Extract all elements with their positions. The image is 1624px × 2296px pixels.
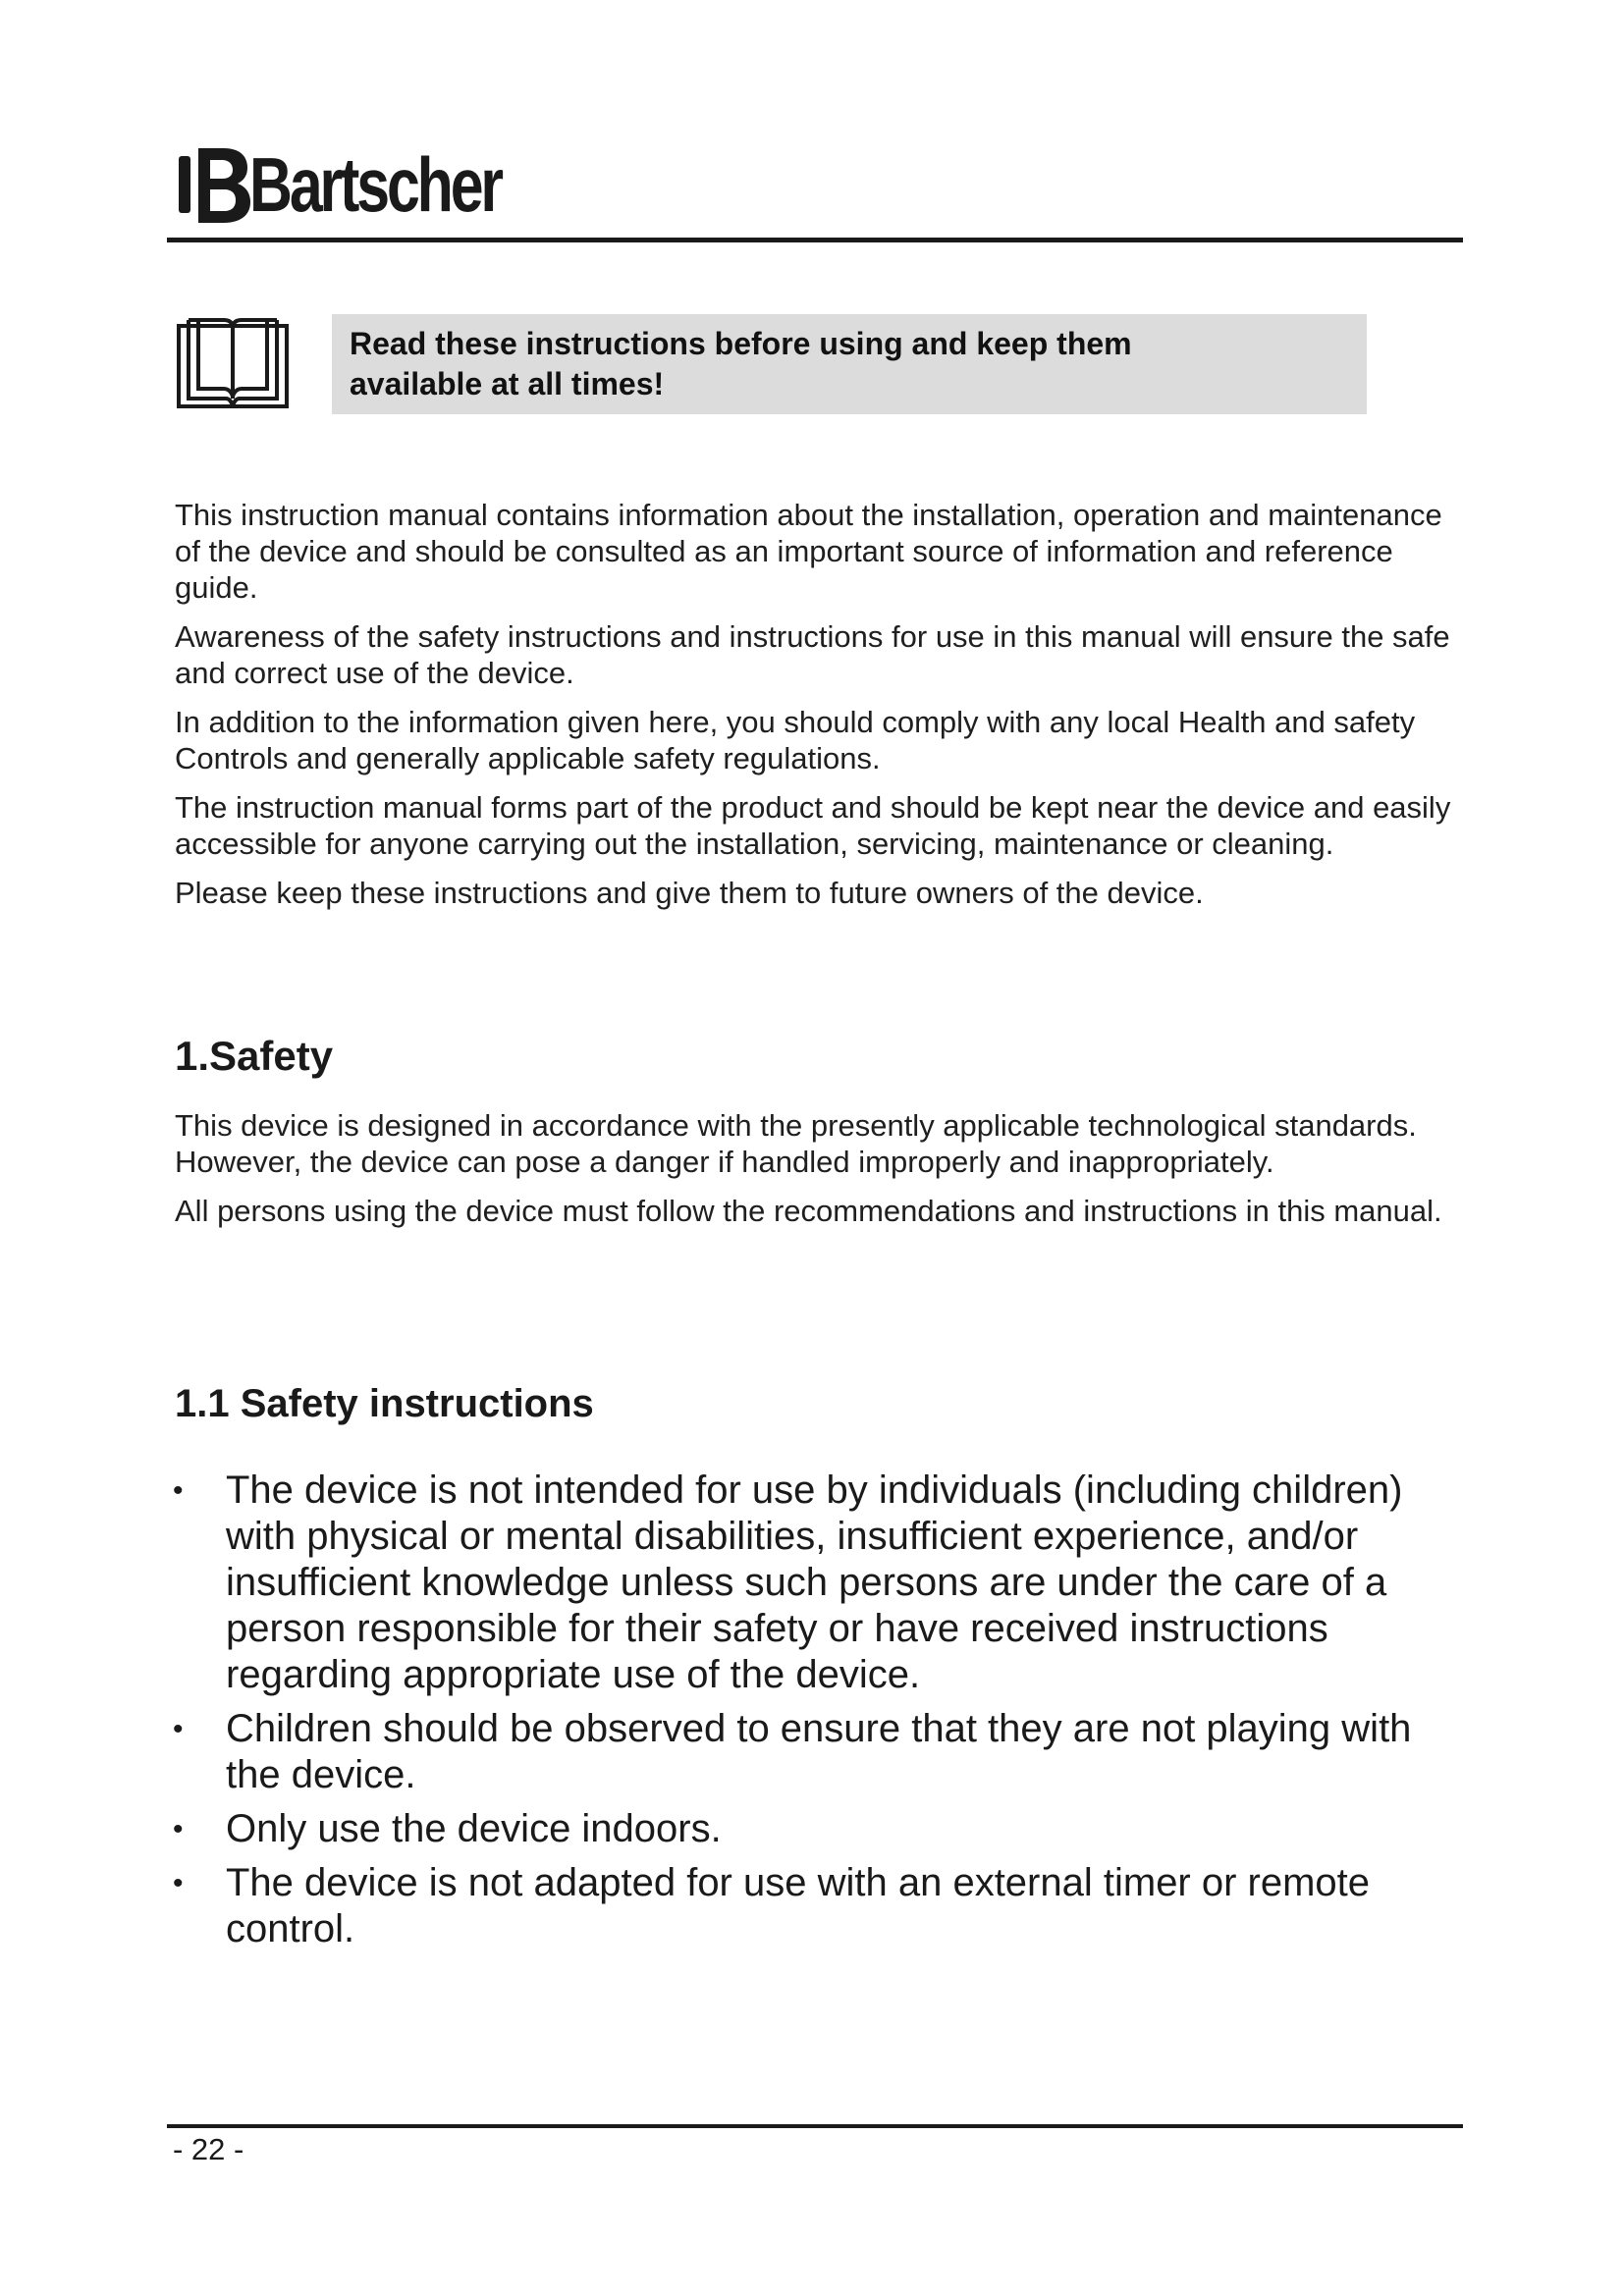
- bullet-icon: •: [173, 1867, 184, 1899]
- list-item-text: The device is not intended for use by individuals (including children) with physical or mental disabilities, insufficient experience, and/or insufficient knowledge unless such persons are under the care of a person responsible for their safety or have received instructions regarding appropriate use of the device.: [226, 1468, 1403, 1696]
- brand-logo: [179, 137, 571, 231]
- list-item: [165, 1806, 1471, 1852]
- footer-divider: [167, 2124, 1463, 2128]
- intro-paragraph: The instruction manual forms part of the product and should be kept near the device and easily accessible for anyone carrying out the installation, servicing, maintenance or cleaning.: [175, 790, 1451, 861]
- intro-section: [175, 497, 1471, 924]
- brand-wordmark: Bartscher: [249, 140, 501, 228]
- list-item: [165, 1706, 1471, 1798]
- intro-paragraph: In addition to the information given here, you should comply with any local Health and safety Controls and generally applicable safety regulations.: [175, 705, 1416, 775]
- safety-heading: 1.Safety: [175, 1033, 334, 1079]
- list-item-text: The device is not adapted for use with an external timer or remote control.: [226, 1861, 1371, 1950]
- safety-instructions-list: [165, 1468, 1471, 1960]
- intro-paragraph: Awareness of the safety instructions and instructions for use in this manual will ensure the safe and correct use of the device.: [175, 619, 1450, 690]
- intro-paragraph: Please keep these instructions and give them to future owners of the device.: [175, 876, 1204, 910]
- list-item: [165, 1860, 1471, 1952]
- book-icon: [175, 316, 291, 412]
- bullet-icon: •: [173, 1713, 184, 1745]
- bartscher-b-logo-icon: [179, 142, 251, 227]
- bullet-icon: •: [173, 1474, 184, 1507]
- header-divider: [167, 238, 1463, 242]
- list-item: [165, 1468, 1471, 1698]
- notice-box: [332, 314, 1367, 414]
- page-number: - 22 -: [173, 2132, 244, 2166]
- list-item-text: Children should be observed to ensure that they are not playing with the device.: [226, 1707, 1412, 1796]
- intro-paragraph: This instruction manual contains information about the installation, operation and maintenance of the device and should be consulted as an important source of information and reference guide.: [175, 498, 1442, 605]
- list-item-text: Only use the device indoors.: [226, 1807, 722, 1850]
- safety-paragraph: All persons using the device must follow the recommendations and instructions in this manual.: [175, 1194, 1442, 1228]
- safety-instructions-heading: 1.1 Safety instructions: [175, 1382, 594, 1425]
- safety-paragraph: This device is designed in accordance with the presently applicable technological standards. However, the device can pose a danger if handled improperly and inappropriately.: [175, 1108, 1417, 1179]
- safety-section: [175, 1107, 1471, 1242]
- bullet-icon: •: [173, 1813, 184, 1845]
- notice-text: Read these instructions before using and keep them available at all times!: [350, 326, 1132, 401]
